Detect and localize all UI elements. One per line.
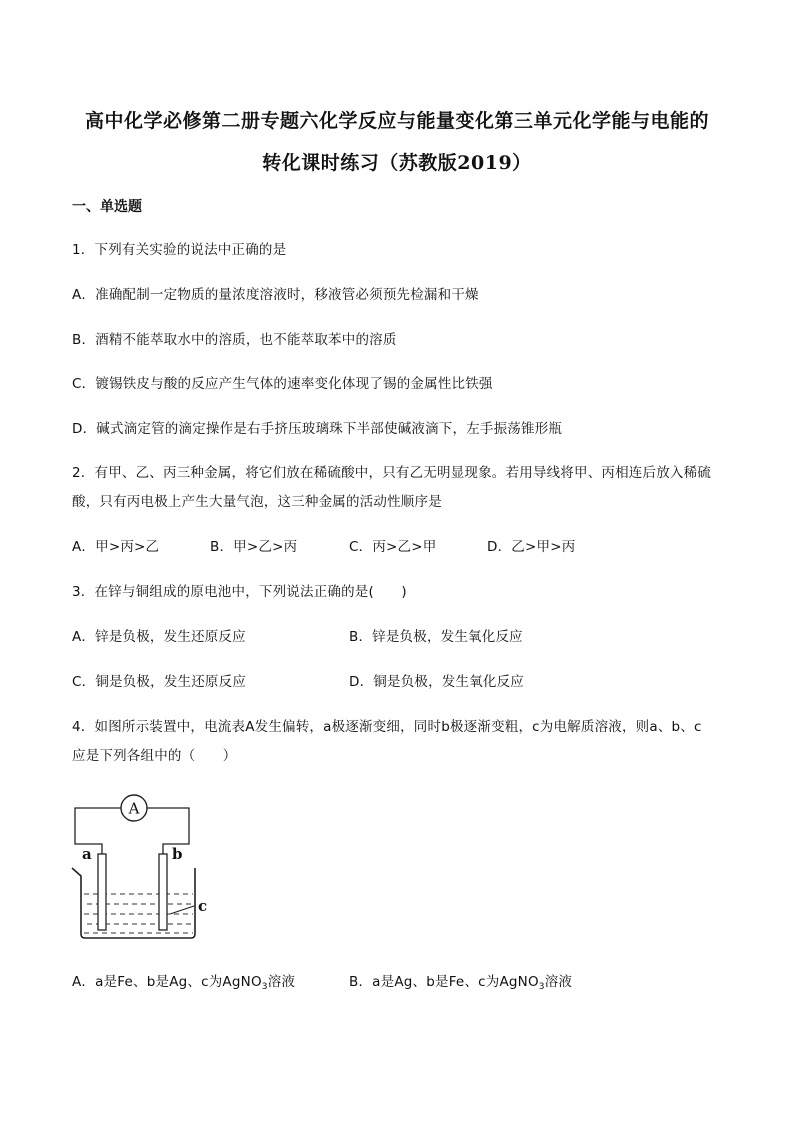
question-3-option-d: D．铜是负极，发生氧化反应 [349, 674, 524, 690]
question-3-stem: 3．在锌与铜组成的原电池中，下列说法正确的是( ) [72, 584, 407, 600]
question-1-option-b: B．酒精不能萃取水中的溶质，也不能萃取苯中的溶质 [72, 332, 397, 348]
electrode-b [159, 854, 167, 930]
ammeter-label: A [128, 799, 140, 818]
question-1-option-c: C．镀锡铁皮与酸的反应产生气体的速率变化体现了锡的金属性比铁强 [72, 376, 493, 392]
question-2-option-d: D．乙>甲>丙 [487, 539, 576, 555]
question-4-stem-line-2: 应是下列各组中的（ ） [72, 748, 237, 764]
option-a-subscript: 3 [261, 982, 268, 992]
page-title-line-1: 高中化学必修第二册专题六化学反应与能量变化第三单元化学能与电能的 [84, 110, 709, 132]
solution-pointer [170, 906, 194, 914]
question-4-stem-line-1: 4．如图所示装置中，电流表A发生偏转，a极逐渐变细，同时b极逐渐变粗，c为电解质溶液，则a、b、c [72, 719, 702, 735]
option-a-suffix: 溶液 [267, 974, 296, 990]
question-2-option-a: A．甲>丙>乙 [72, 539, 160, 555]
question-1-option-d: D．碱式滴定管的滴定操作是右手挤压玻璃珠下半部使碱液滴下，左手振荡锥形瓶 [72, 421, 563, 437]
beaker [72, 868, 195, 938]
question-3-option-c: C．铜是负极，发生还原反应 [72, 674, 247, 690]
question-3-option-b: B．锌是负极，发生氧化反应 [349, 629, 523, 645]
question-1-option-a: A．准确配制一定物质的量浓度溶液时，移液管必须预先检漏和干燥 [72, 287, 479, 303]
question-2-option-b: B．甲>乙>丙 [210, 539, 298, 555]
section-heading: 一、单选题 [72, 199, 142, 215]
electrode-b-label: b [172, 845, 183, 863]
question-4-option-a [72, 970, 295, 992]
solution-label: c [198, 897, 208, 915]
question-4-option-b [349, 970, 572, 992]
option-b-subscript: 3 [538, 982, 545, 992]
question-2-option-c: C．丙>乙>甲 [349, 539, 437, 555]
option-b-suffix: 溶液 [544, 974, 573, 990]
page-title-line-2: 转化课时练习（苏教版2019） [262, 152, 532, 174]
question-2-stem-line-2: 酸，只有丙电极上产生大量气泡，这三种金属的活动性顺序是 [72, 494, 442, 510]
option-b-text: B．a是Ag、b是Fe、c为AgNO [349, 974, 539, 990]
electrode-a-label: a [82, 845, 92, 863]
galvanic-cell-figure [66, 788, 226, 946]
question-1-stem: 1．下列有关实验的说法中正确的是 [72, 242, 287, 258]
question-2-stem-line-1: 2．有甲、乙、丙三种金属，将它们放在稀硫酸中，只有乙无明显现象。若用导线将甲、丙相连后放入稀硫 [72, 465, 711, 481]
option-a-text: A．a是Fe、b是Ag、c为AgNO [72, 974, 262, 990]
question-3-option-a: A．锌是负极，发生还原反应 [72, 629, 246, 645]
electrode-a [98, 854, 106, 930]
